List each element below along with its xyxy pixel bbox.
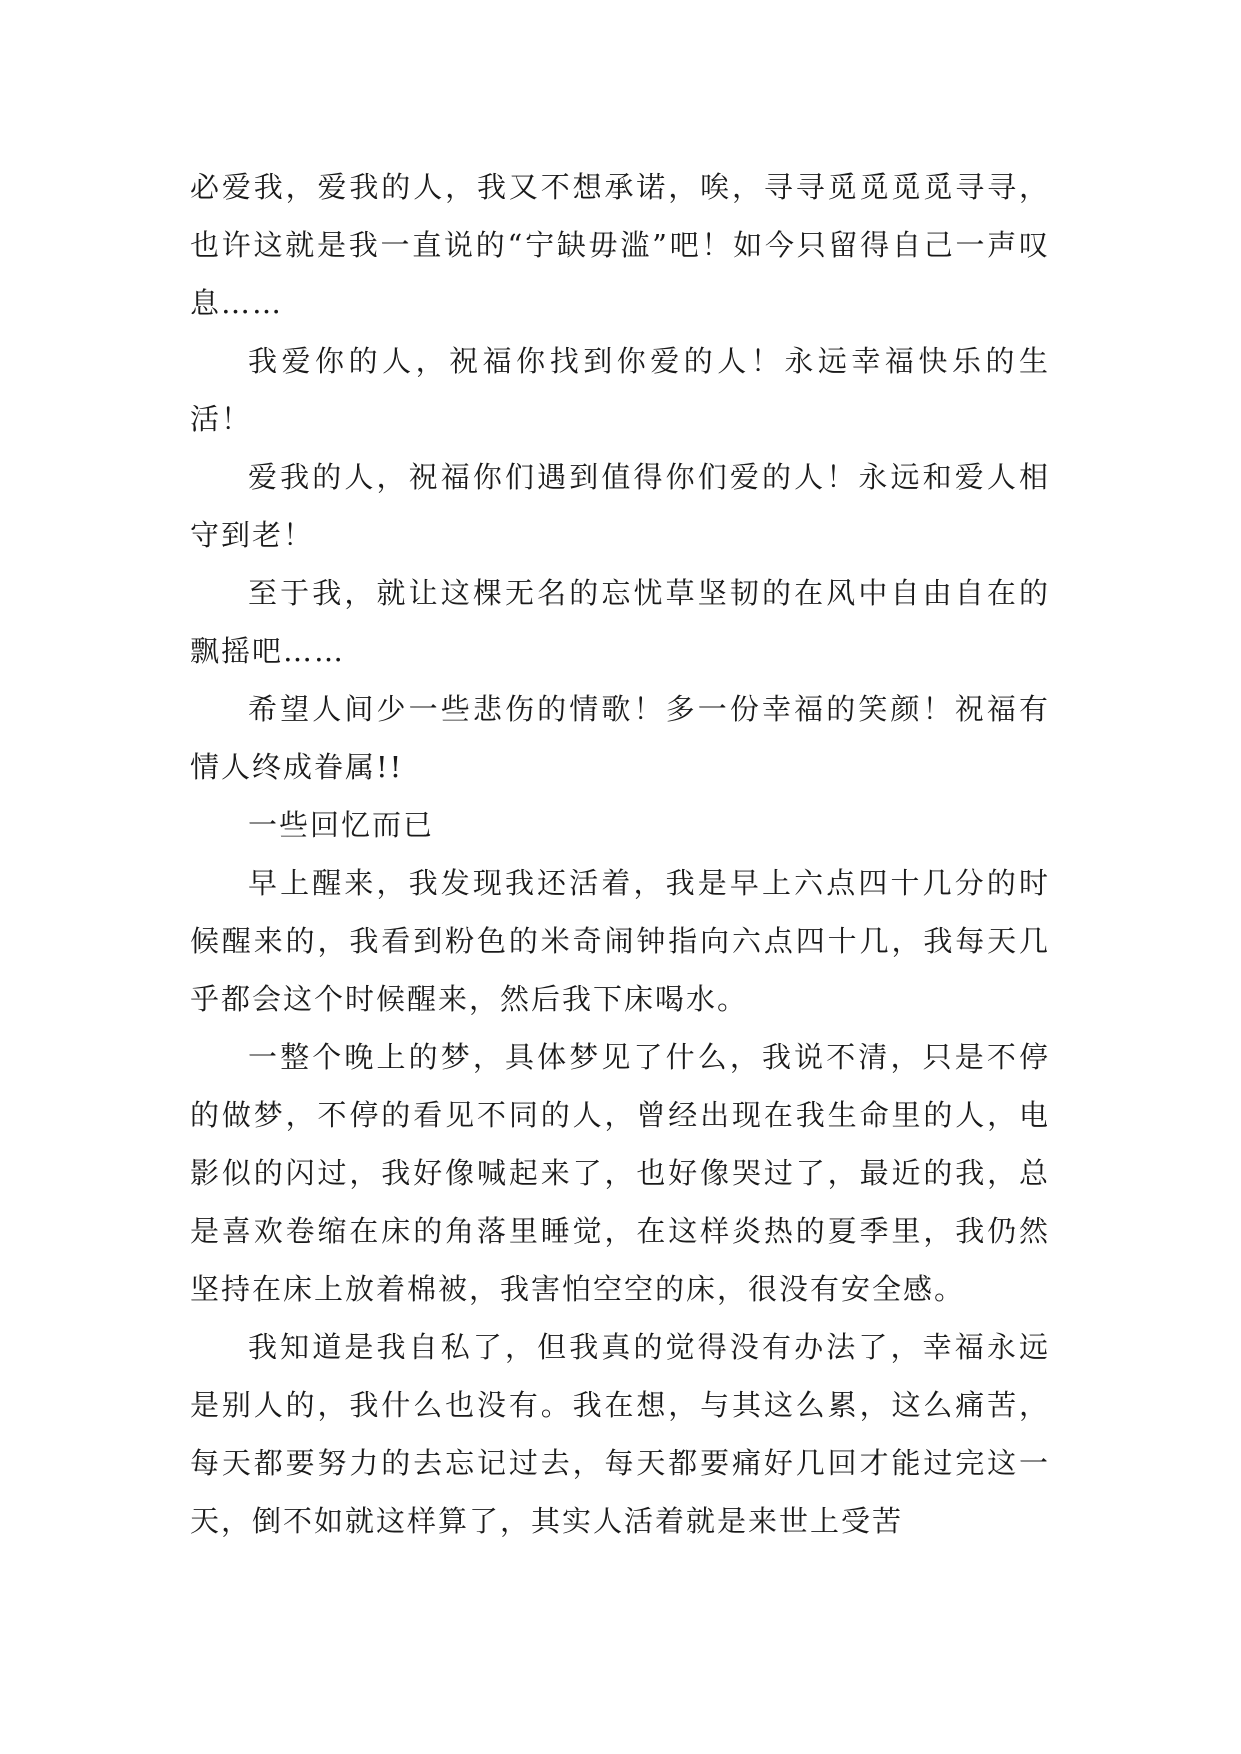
paragraph: 我知道是我自私了，但我真的觉得没有办法了，幸福永远是别人的，我什么也没有。我在想，与其这么累，这么痛苦，每天都要努力的去忘记过去，每天都要痛好几回才能过完这一天，倒不如就这样算了，其实人活着就是来世上受苦 [190, 1330, 1050, 1538]
paragraph: 希望人间少一些悲伤的情歌！多一份幸福的笑颜！祝福有情人终成眷属!! [190, 692, 1050, 784]
paragraph: 早上醒来，我发现我还活着，我是早上六点四十几分的时候醒来的，我看到粉色的米奇闹钟指向六点四十几，我每天几乎都会这个时候醒来，然后我下床喝水。 [190, 866, 1050, 1016]
document-body [190, 158, 1050, 1550]
paragraph: 一整个晚上的梦，具体梦见了什么，我说不清，只是不停的做梦，不停的看见不同的人，曾经出现在我生命里的人，电影似的闪过，我好像喊起来了，也好像哭过了，最近的我，总是喜欢卷缩在床的角落里睡觉，在这样炎热的夏季里，我仍然坚持在床上放着棉被，我害怕空空的床，很没有安全感。 [190, 1040, 1050, 1306]
paragraph: 我爱你的人，祝福你找到你爱的人！永远幸福快乐的生活！ [190, 344, 1050, 436]
paragraph-continued: 必爱我，爱我的人，我又不想承诺，唉，寻寻觅觅觅觅寻寻，也许这就是我一直说的“宁缺毋滥”吧！如今只留得自己一声叹息…… [190, 170, 1050, 320]
paragraph: 爱我的人，祝福你们遇到值得你们爱的人！永远和爱人相守到老！ [190, 460, 1050, 552]
section-heading: 一些回忆而已 [248, 808, 435, 842]
paragraph: 至于我，就让这棵无名的忘忧草坚韧的在风中自由自在的飘摇吧…… [190, 576, 1050, 668]
